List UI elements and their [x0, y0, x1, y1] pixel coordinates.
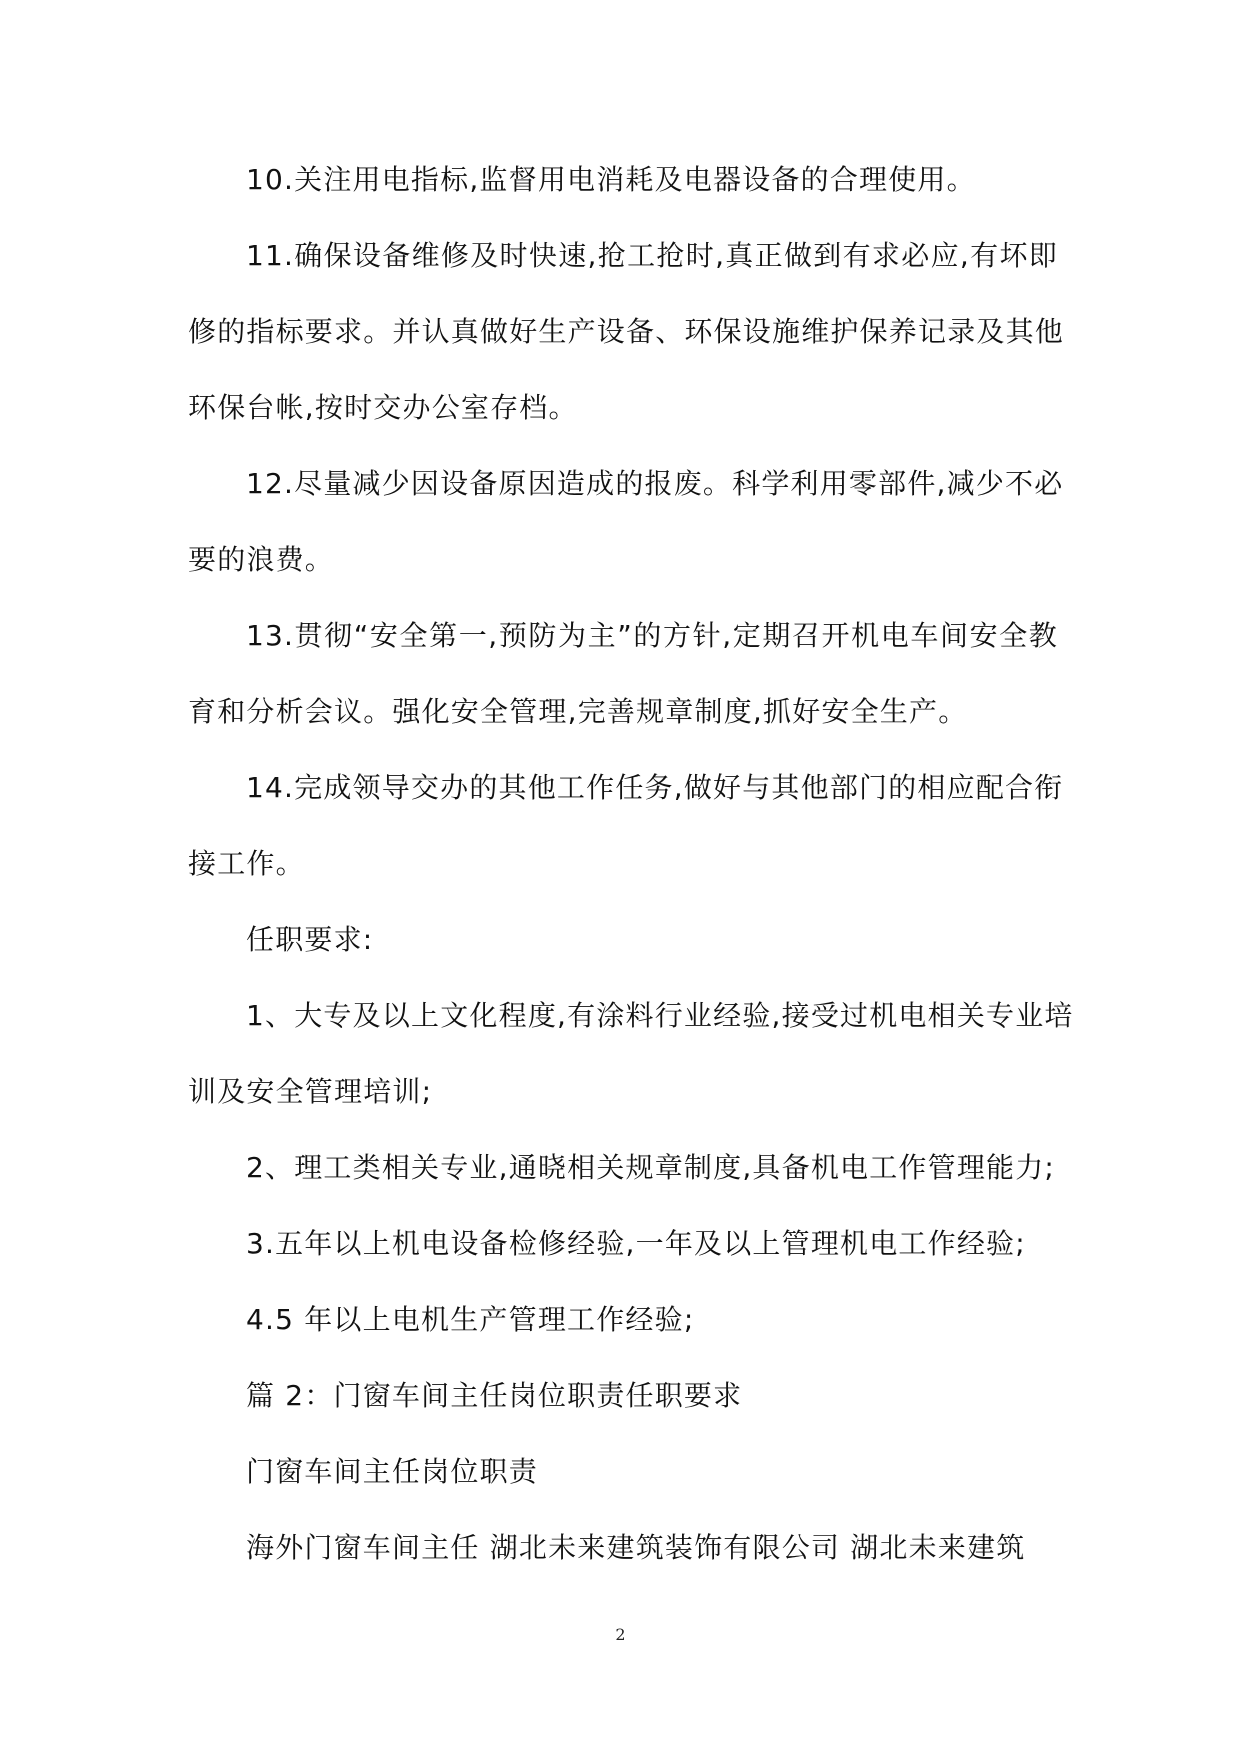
text-line-item-12: 12.尽量减少因设备原因造成的报废。科学利用零部件,减少不必: [246, 467, 1064, 500]
text-line-continuation: 育和分析会议。强化安全管理,完善规章制度,抓好安全生产。: [188, 695, 968, 728]
text-line-continuation: 环保台帐,按时交办公室存档。: [188, 391, 578, 424]
text-line-requirement-4: 4.5 年以上电机生产管理工作经验;: [246, 1303, 695, 1336]
page-number: 2: [615, 1625, 626, 1644]
text-line-continuation: 修的指标要求。并认真做好生产设备、环保设施维护保养记录及其他: [188, 315, 1065, 348]
text-line-requirement-3: 3.五年以上机电设备检修经验,一年及以上管理机电工作经验;: [246, 1227, 1026, 1260]
text-line-continuation: 要的浪费。: [188, 543, 335, 576]
document-body: [188, 142, 1074, 1586]
text-line-requirement-1: 1、大专及以上文化程度,有涂料行业经验,接受过机电相关专业培: [246, 999, 1074, 1032]
text-line-company: 海外门窗车间主任 湖北未来建筑装饰有限公司 湖北未来建筑: [246, 1531, 1026, 1564]
section-heading-part-2: 篇 2：门窗车间主任岗位职责任职要求: [246, 1379, 743, 1412]
subheading-job-duties: 门窗车间主任岗位职责: [246, 1455, 539, 1488]
text-line-item-14: 14.完成领导交办的其他工作任务,做好与其他部门的相应配合衔: [246, 771, 1064, 804]
section-heading-requirements: 任职要求:: [246, 923, 374, 956]
text-line-continuation: 训及安全管理培训;: [188, 1075, 433, 1108]
text-line-requirement-2: 2、理工类相关专业,通晓相关规章制度,具备机电工作管理能力;: [246, 1151, 1056, 1184]
text-line-item-13: 13.贯彻“安全第一,预防为主”的方针,定期召开机电车间安全教: [246, 619, 1058, 652]
text-line-item-11: 11.确保设备维修及时快速,抢工抢时,真正做到有求必应,有坏即: [246, 239, 1058, 272]
text-line-continuation: 接工作。: [188, 847, 305, 880]
text-line-item-10: 10.关注用电指标,监督用电消耗及电器设备的合理使用。: [246, 163, 976, 196]
